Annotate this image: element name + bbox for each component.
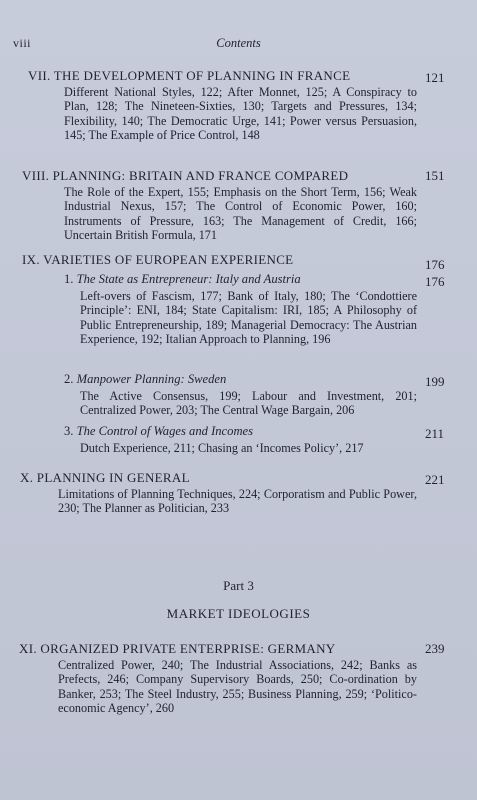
chapter-description: Limitations of Planning Techniques, 224; Corporatism and Public Power, 230; The Planner as Politician, 233 <box>58 487 417 516</box>
section-description: Left-overs of Fascism, 177; Bank of Italy, 180; The ‘Condottiere Principle’: ENI, 184; State Capitalism: IRI, 185; A Philosophy of Public Entrepreneurship, 189; Managerial Democracy: The Austrian Experience, 192; Italian Approach to Planning, 196 <box>80 289 417 346</box>
chapter-description: Different National Styles, 122; After Monnet, 125; A Conspiracy to Plan, 128; The Nineteen-Sixties, 130; Targets and Pressures, 134; Flexibility, 140; The Democratic Urge, 141; Power versus Persuasion, 145; The Example of Price Control, 148 <box>64 85 417 142</box>
toc-entry-chapter-8[interactable] <box>0 168 477 242</box>
toc-entry-chapter-7[interactable] <box>0 68 477 142</box>
chapter-description: Centralized Power, 240; The Industrial Associations, 242; Banks as Prefects, 246; Company Supervisory Boards, 250; Co-ordination by Banker, 253; The Steel Industry, 255; Business Planning, 259; ‘Politico-economic Agency’, 260 <box>58 658 417 715</box>
toc-section-9-2[interactable] <box>0 372 477 418</box>
toc-section-9-3[interactable] <box>0 424 477 455</box>
toc-entry-chapter-9[interactable] <box>0 252 477 272</box>
chapter-title: IX. VARIETIES OF EUROPEAN EXPERIENCE <box>22 252 294 267</box>
running-title: Contents <box>216 36 261 50</box>
chapter-title: VIII. PLANNING: BRITAIN AND FRANCE COMPARED <box>22 168 349 183</box>
toc-entry-chapter-10[interactable] <box>0 470 477 516</box>
chapter-title: X. PLANNING IN GENERAL <box>20 470 190 485</box>
chapter-title: VII. THE DEVELOPMENT OF PLANNING IN FRANCE <box>28 68 351 83</box>
section-page-number: 199 <box>425 374 445 389</box>
chapter-page-number: 151 <box>425 168 445 183</box>
toc-section-9-1[interactable] <box>0 272 477 346</box>
page-header <box>0 36 477 52</box>
section-title: 3. The Control of Wages and Incomes <box>64 424 254 438</box>
chapter-description: The Role of the Expert, 155; Emphasis on the Short Term, 156; Weak Industrial Nexus, 157; The Control of Economic Power, 160; Instruments of Pressure, 163; The Management of Credit, 166; Uncertain British Formula, 171 <box>64 185 417 242</box>
section-description: Dutch Experience, 211; Chasing an ‘Incomes Policy’, 217 <box>80 441 364 455</box>
section-title: 1. The State as Entrepreneur: Italy and Austria <box>64 272 301 286</box>
toc-entry-chapter-11[interactable] <box>0 641 477 715</box>
part-title: MARKET IDEOLOGIES <box>166 606 311 621</box>
chapter-page-number: 239 <box>425 641 445 656</box>
chapter-page-number: 121 <box>425 70 445 85</box>
section-description: The Active Consensus, 199; Labour and Investment, 201; Centralized Power, 203; The Central Wage Bargain, 206 <box>80 389 417 418</box>
section-title: 2. Manpower Planning: Sweden <box>64 372 227 386</box>
chapter-page-number: 176 <box>425 257 445 272</box>
section-page-number: 176 <box>425 274 445 289</box>
chapter-page-number: 221 <box>425 472 445 487</box>
chapter-title: XI. ORGANIZED PRIVATE ENTERPRISE: GERMANY <box>19 641 336 656</box>
section-page-number: 211 <box>425 426 445 441</box>
page-folio: viii <box>13 36 32 50</box>
part-label: Part 3 <box>223 578 254 593</box>
